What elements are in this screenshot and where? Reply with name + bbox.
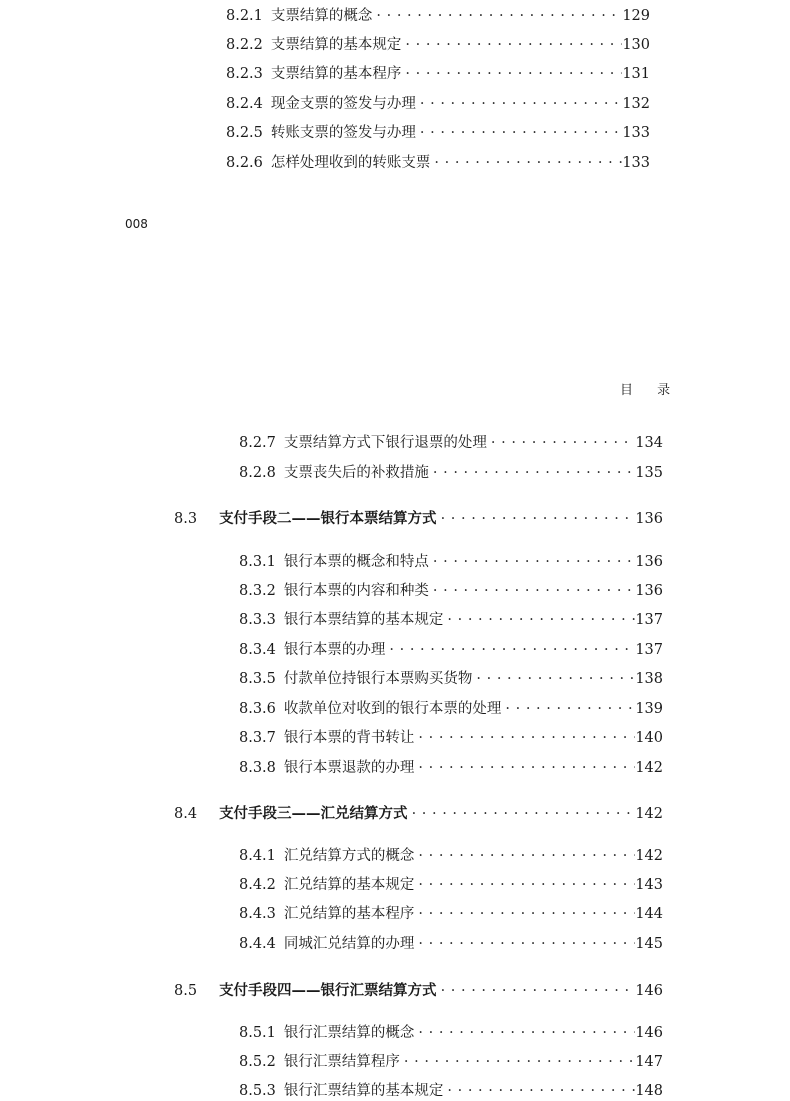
toc-entry-8-2-2: [226, 35, 650, 55]
section-title: 支付手段二——银行本票结算方式: [219, 511, 437, 527]
entry-title: 同城汇兑结算的办理: [283, 936, 415, 952]
leader-dots: [429, 552, 635, 572]
entry-page: 137: [635, 612, 663, 628]
entry-number: 8.3.3: [239, 612, 276, 628]
toc-entry-8-2-3: [226, 64, 650, 84]
leader-dots: [429, 463, 635, 483]
leader-dots: [414, 728, 635, 748]
entry-number: 8.2.7: [239, 435, 276, 451]
entry-title: 支票结算的基本程序: [270, 66, 402, 82]
leader-dots: [414, 934, 635, 954]
section-number: 8.5: [174, 983, 198, 999]
entry-title: 支票丧失后的补救措施: [283, 465, 429, 481]
entry-page: 136: [635, 583, 663, 599]
entry-title: 支票结算的概念: [270, 8, 373, 24]
entry-title: 汇兑结算方式的概念: [283, 848, 415, 864]
entry-title: 银行汇票结算的基本规定: [283, 1083, 444, 1099]
entry-title: 银行本票的办理: [283, 642, 386, 658]
entry-page: 137: [635, 642, 663, 658]
entry-title: 银行本票的内容和种类: [283, 583, 429, 599]
toc-entry-8-4-4: [239, 934, 663, 954]
toc-section-8-4: [174, 804, 663, 824]
toc-section-8-5: [174, 981, 663, 1001]
toc-entry-8-5-1: [239, 1023, 663, 1043]
leader-dots: [487, 433, 635, 453]
entry-number: 8.2.2: [226, 37, 263, 53]
toc-entry-8-2-1: [226, 6, 650, 26]
toc-entry-8-3-6: [239, 699, 663, 719]
toc-entry-8-3-3: [239, 610, 663, 630]
toc-entry-8-3-5: [239, 669, 663, 689]
entry-page: 138: [635, 671, 663, 687]
section-number: 8.4: [174, 806, 198, 822]
toc-entry-8-3-2: [239, 581, 663, 601]
entry-page: 145: [635, 936, 663, 952]
entry-number: 8.4.2: [239, 877, 276, 893]
entry-number: 8.3.2: [239, 583, 276, 599]
leader-dots: [385, 640, 635, 660]
leader-dots: [443, 610, 635, 630]
leader-dots: [372, 6, 622, 26]
leader-dots: [429, 581, 635, 601]
leader-dots: [414, 875, 635, 895]
entry-page: 136: [635, 554, 663, 570]
entry-page: 133: [622, 155, 650, 171]
section-page: 142: [635, 806, 663, 822]
leader-dots: [472, 669, 635, 689]
leader-dots: [400, 1052, 635, 1072]
toc-entry-8-4-3: [239, 904, 663, 924]
entry-number: 8.3.6: [239, 701, 276, 717]
toc-entry-8-3-1: [239, 552, 663, 572]
leader-dots: [414, 904, 635, 924]
section-page: 136: [635, 511, 663, 527]
leader-dots: [501, 699, 635, 719]
entry-page: 148: [635, 1083, 663, 1099]
entry-page: 142: [635, 848, 663, 864]
toc-entry-8-3-7: [239, 728, 663, 748]
entry-page: 131: [622, 66, 650, 82]
section-title: 支付手段三——汇兑结算方式: [219, 806, 408, 822]
entry-number: 8.3.7: [239, 730, 276, 746]
toc-entry-8-2-7: [239, 433, 663, 453]
leader-dots: [430, 153, 622, 173]
entry-title: 收款单位对收到的银行本票的处理: [283, 701, 502, 717]
entry-page: 134: [635, 435, 663, 451]
running-header: 目 录: [620, 383, 681, 398]
entry-number: 8.2.8: [239, 465, 276, 481]
entry-title: 银行本票的背书转让: [283, 730, 415, 746]
entry-number: 8.2.4: [226, 96, 263, 112]
entry-title: 银行汇票结算的概念: [283, 1025, 415, 1041]
leader-dots: [437, 509, 636, 529]
entry-title: 现金支票的签发与办理: [270, 96, 416, 112]
toc-entry-8-2-4: [226, 94, 650, 114]
page-folio: 008: [125, 217, 148, 231]
toc-section-8-3: [174, 509, 663, 529]
entry-title: 银行本票退款的办理: [283, 760, 415, 776]
toc-entry-8-2-8: [239, 463, 663, 483]
leader-dots: [443, 1081, 635, 1101]
entry-title: 付款单位持银行本票购买货物: [283, 671, 473, 687]
entry-number: 8.2.6: [226, 155, 263, 171]
leader-dots: [408, 804, 636, 824]
leader-dots: [437, 981, 636, 1001]
entry-number: 8.5.3: [239, 1083, 276, 1099]
section-number: 8.3: [174, 511, 198, 527]
entry-title: 汇兑结算的基本程序: [283, 906, 415, 922]
entry-title: 银行本票结算的基本规定: [283, 612, 444, 628]
entry-number: 8.5.2: [239, 1054, 276, 1070]
entry-page: 142: [635, 760, 663, 776]
entry-page: 147: [635, 1054, 663, 1070]
entry-page: 135: [635, 465, 663, 481]
entry-page: 130: [622, 37, 650, 53]
entry-page: 132: [622, 96, 650, 112]
section-page: 146: [635, 983, 663, 999]
leader-dots: [414, 1023, 635, 1043]
entry-number: 8.4.4: [239, 936, 276, 952]
entry-title: 银行汇票结算程序: [283, 1054, 400, 1070]
entry-number: 8.2.5: [226, 125, 263, 141]
toc-entry-8-3-8: [239, 758, 663, 778]
entry-page: 146: [635, 1025, 663, 1041]
entry-title: 银行本票的概念和特点: [283, 554, 429, 570]
entry-number: 8.3.8: [239, 760, 276, 776]
toc-entry-8-2-5: [226, 123, 650, 143]
toc-entry-8-5-2: [239, 1052, 663, 1072]
toc-entry-8-3-4: [239, 640, 663, 660]
entry-page: 133: [622, 125, 650, 141]
entry-number: 8.4.3: [239, 906, 276, 922]
entry-number: 8.4.1: [239, 848, 276, 864]
entry-page: 144: [635, 906, 663, 922]
entry-number: 8.5.1: [239, 1025, 276, 1041]
entry-title: 支票结算方式下银行退票的处理: [283, 435, 487, 451]
toc-entry-8-4-2: [239, 875, 663, 895]
entry-page: 143: [635, 877, 663, 893]
section-title: 支付手段四——银行汇票结算方式: [219, 983, 437, 999]
leader-dots: [401, 35, 622, 55]
leader-dots: [414, 846, 635, 866]
entry-number: 8.3.1: [239, 554, 276, 570]
entry-page: 129: [622, 8, 650, 24]
entry-number: 8.2.3: [226, 66, 263, 82]
leader-dots: [416, 94, 622, 114]
entry-number: 8.3.5: [239, 671, 276, 687]
toc-entry-8-5-3: [239, 1081, 663, 1101]
leader-dots: [416, 123, 622, 143]
entry-page: 139: [635, 701, 663, 717]
entry-page: 140: [635, 730, 663, 746]
entry-title: 支票结算的基本规定: [270, 37, 402, 53]
entry-title: 怎样处理收到的转账支票: [270, 155, 431, 171]
entry-title: 汇兑结算的基本规定: [283, 877, 415, 893]
entry-number: 8.3.4: [239, 642, 276, 658]
entry-number: 8.2.1: [226, 8, 263, 24]
leader-dots: [401, 64, 622, 84]
toc-entry-8-2-6: [226, 153, 650, 173]
toc-entry-8-4-1: [239, 846, 663, 866]
leader-dots: [414, 758, 635, 778]
entry-title: 转账支票的签发与办理: [270, 125, 416, 141]
